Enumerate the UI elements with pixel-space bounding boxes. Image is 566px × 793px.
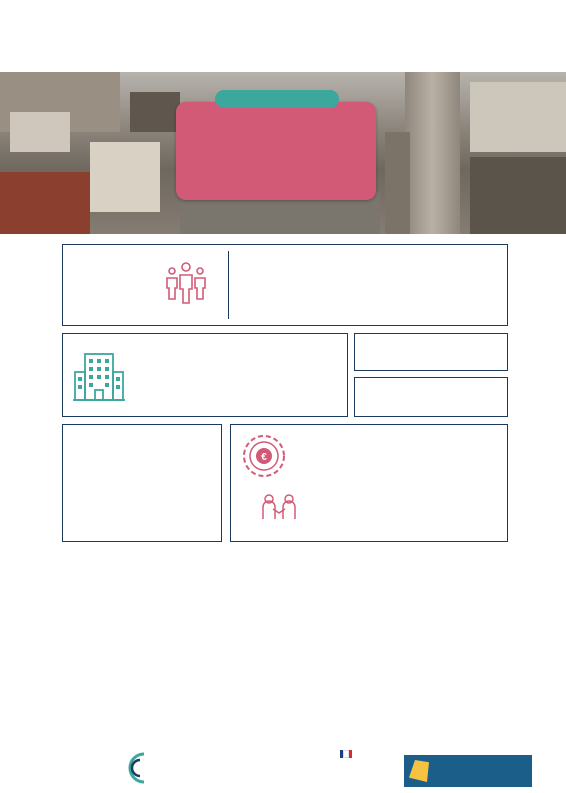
- bar-chart-svg: [62, 574, 508, 724]
- french-flag-icon: [340, 750, 352, 758]
- etablissements-panel: [62, 333, 348, 417]
- handshake-icon: [259, 493, 305, 521]
- ratio-panel-1: [354, 333, 508, 371]
- percent-regional: [243, 259, 327, 269]
- emplois-panel: [62, 244, 508, 326]
- chart-legend: [62, 710, 508, 724]
- masse-panel: [230, 424, 508, 542]
- percent-territoire: [425, 259, 505, 269]
- people-icon: [163, 259, 209, 307]
- euro-icon: [241, 433, 287, 479]
- ratio-panel-2: [354, 377, 508, 417]
- secteurs-chart: [62, 556, 508, 724]
- statut-panel: [62, 424, 222, 542]
- statut-pie-chart: [155, 467, 219, 531]
- panel-divider: [228, 251, 229, 319]
- building-icon: [71, 348, 127, 404]
- prefet-logo: [340, 750, 394, 790]
- context-title: [215, 90, 339, 108]
- cress-logo-icon: [118, 748, 148, 788]
- svg-text:€: €: [261, 452, 267, 463]
- context-box: [176, 102, 376, 200]
- footer: [0, 740, 566, 793]
- region-map-icon: [409, 760, 429, 782]
- percent-departemental: [331, 259, 421, 269]
- region-logo: [404, 755, 532, 787]
